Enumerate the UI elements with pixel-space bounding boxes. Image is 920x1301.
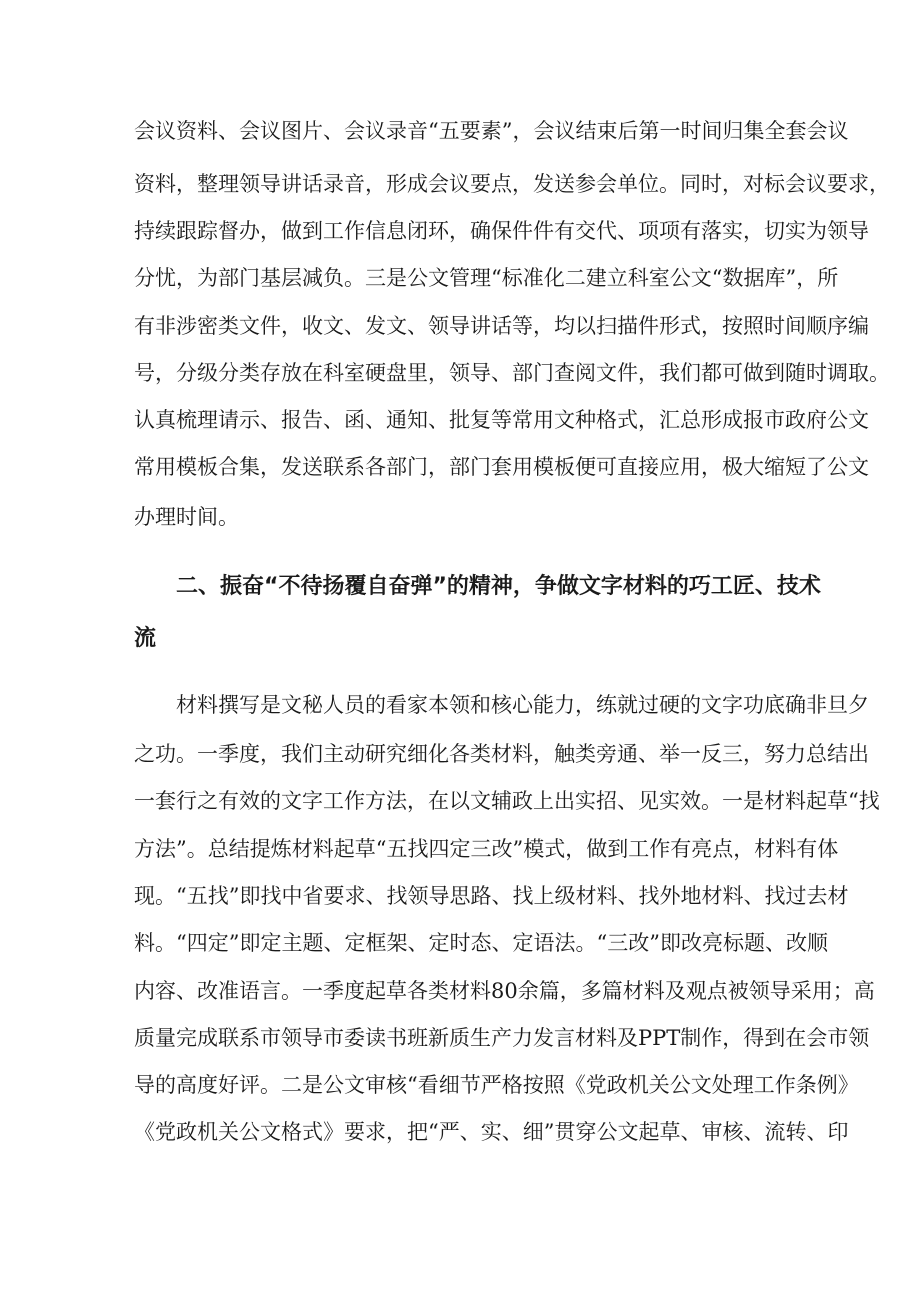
paragraph-1-line: 有非涉密类文件，收文、发文、领导讲话等，均以扫描件形式，按照时间顺序编 xyxy=(134,314,869,338)
paragraph-2-line: 导的高度好评。二是公文审核“看细节严格按照《党政机关公文处理工作条例》 xyxy=(134,1073,859,1097)
paragraph-2-line: 内容、改准语言。一季度起草各类材料80余篇，多篇材料及观点被领导采用；高 xyxy=(134,979,875,1003)
paragraph-1-line: 常用模板合集，发送联系各部门，部门套用模板便可直接应用，极大缩短了公文 xyxy=(134,455,869,479)
paragraph-1-line: 分忧，为部门基层减负。三是公文管理“标准化二建立科室公文“数据库”，所 xyxy=(134,266,839,290)
section-heading: 二、振奋“不待扬覆自奋弹”的精神，争做文字材料的巧工匠、技术 xyxy=(176,574,821,599)
paragraph-2-line: 之功。一季度，我们主动研究细化各类材料，触类旁通、举一反三，努力总结出 xyxy=(134,742,869,766)
paragraph-1-line: 持续跟踪督办，做到工作信息闭环，确保件件有交代、项项有落实，切实为领导 xyxy=(134,219,869,243)
section-heading: 流 xyxy=(134,626,157,651)
paragraph-1-line: 号，分级分类存放在科室硬盘里，领导、部门查阅文件，我们都可做到随时调取。 xyxy=(134,361,890,385)
paragraph-1-line: 认真梳理请示、报告、函、通知、批复等常用文种格式，汇总形成报市政府公文 xyxy=(134,408,869,432)
paragraph-2-line: 方法”。总结提炼材料起草“五找四定三改”模式，做到工作有亮点，材料有体 xyxy=(134,837,839,861)
paragraph-1-line: 资料，整理领导讲话录音，形成会议要点，发送参会单位。同时，对标会议要求， xyxy=(134,172,890,196)
paragraph-2-line: 《党政机关公文格式》要求，把“严、实、细”贯穿公文起草、审核、流转、印 xyxy=(134,1120,849,1144)
paragraph-2-line: 现。“五找”即找中省要求、找领导思路、找上级材料、找外地材料、找过去材 xyxy=(134,884,849,908)
paragraph-2-line: 料。“四定”即定主题、定框架、定时态、定语法。“三改”即改亮标题、改顺 xyxy=(134,931,828,955)
paragraph-2-line: 一套行之有效的文字工作方法，在以文辅政上出实招、见实效。一是材料起草“找 xyxy=(134,789,880,813)
paragraph-2-line: 材料撰写是文秘人员的看家本领和核心能力，练就过硬的文字功底确非旦夕 xyxy=(176,693,869,717)
paragraph-1-line: 办理时间。 xyxy=(134,505,239,529)
paragraph-2-line: 质量完成联系市领导市委读书班新质生产力发言材料及PPT制作，得到在会市领 xyxy=(134,1026,870,1050)
paragraph-1-line: 会议资料、会议图片、会议录音“五要素”，会议结束后第一时间归集全套会议 xyxy=(134,119,849,143)
